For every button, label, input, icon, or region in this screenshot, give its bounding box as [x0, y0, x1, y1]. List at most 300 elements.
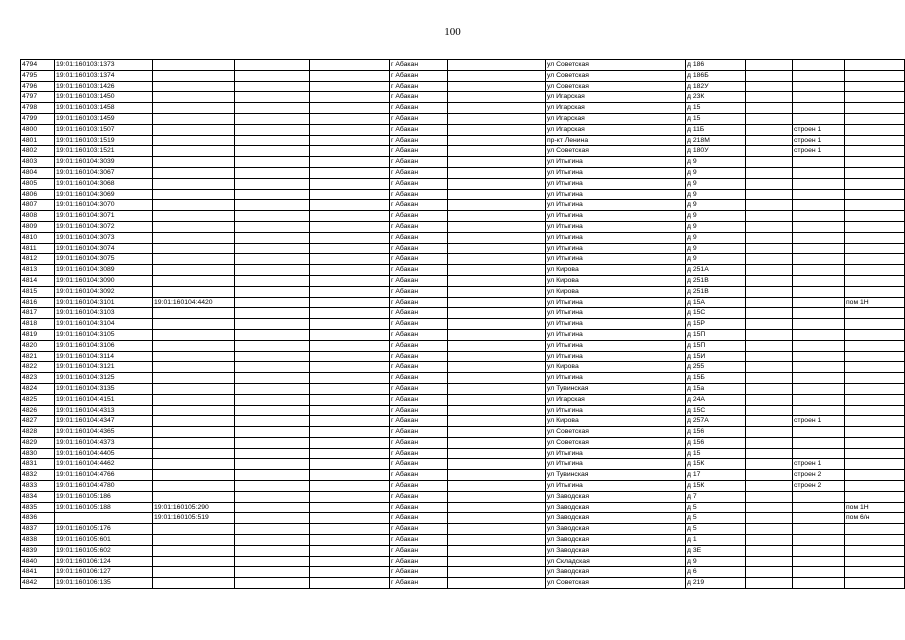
cell-col-4 [235, 286, 310, 297]
cell-col-10 [746, 60, 793, 71]
cell-cadastral-number: 19:01:160104:4373 [55, 437, 153, 448]
cell-col-4 [235, 167, 310, 178]
cell-col-4 [235, 567, 310, 578]
cell-col-7 [448, 470, 546, 481]
cell-building: строен 1 [793, 135, 845, 146]
cell-street: ул Кирова [546, 265, 686, 276]
cell-building [793, 362, 845, 373]
cell-cadastral-number: 19:01:160104:3074 [55, 243, 153, 254]
cell-premises-cadastral-number [153, 167, 235, 178]
cell-street: ул Кирова [546, 275, 686, 286]
cell-row-number: 4825 [21, 394, 55, 405]
cell-row-number: 4806 [21, 189, 55, 200]
cell-col-5 [310, 362, 390, 373]
cell-house-number: д 11Б [686, 124, 746, 135]
table-row [21, 113, 905, 124]
cell-premises-cadastral-number [153, 340, 235, 351]
cell-building [793, 319, 845, 330]
cell-col-5 [310, 427, 390, 438]
cell-building [793, 405, 845, 416]
cell-building [793, 556, 845, 567]
cell-city: г Абакан [390, 189, 448, 200]
cell-premises-cadastral-number [153, 211, 235, 222]
cell-premises [845, 448, 905, 459]
cell-cadastral-number: 19:01:160104:3106 [55, 340, 153, 351]
table-row [21, 232, 905, 243]
cell-col-5 [310, 329, 390, 340]
table-row [21, 427, 905, 438]
cell-row-number: 4837 [21, 524, 55, 535]
cell-city: г Абакан [390, 556, 448, 567]
table-row [21, 286, 905, 297]
cell-row-number: 4810 [21, 232, 55, 243]
cell-city: г Абакан [390, 394, 448, 405]
cell-row-number: 4818 [21, 319, 55, 330]
cell-city: г Абакан [390, 373, 448, 384]
cell-col-5 [310, 146, 390, 157]
cell-col-5 [310, 81, 390, 92]
cell-premises-cadastral-number [153, 103, 235, 114]
cell-col-7 [448, 297, 546, 308]
cell-building [793, 329, 845, 340]
table-row [21, 524, 905, 535]
cell-col-4 [235, 265, 310, 276]
cell-building [793, 545, 845, 556]
cell-col-7 [448, 146, 546, 157]
cell-street: ул Итыгина [546, 167, 686, 178]
cell-premises [845, 135, 905, 146]
cell-house-number: д 24А [686, 394, 746, 405]
cell-row-number: 4804 [21, 167, 55, 178]
table-row [21, 481, 905, 492]
cell-cadastral-number: 19:01:160104:3068 [55, 178, 153, 189]
cell-col-5 [310, 157, 390, 168]
cell-col-10 [746, 286, 793, 297]
cell-col-4 [235, 481, 310, 492]
cell-building [793, 60, 845, 71]
cell-col-4 [235, 470, 310, 481]
cell-premises: пом 1Н [845, 502, 905, 513]
table-row [21, 254, 905, 265]
cell-col-7 [448, 416, 546, 427]
cell-col-10 [746, 427, 793, 438]
cell-city: г Абакан [390, 60, 448, 71]
cell-building [793, 81, 845, 92]
cell-col-5 [310, 373, 390, 384]
cell-house-number: д 15А [686, 297, 746, 308]
cell-premises-cadastral-number [153, 265, 235, 276]
cell-house-number: д 9 [686, 232, 746, 243]
cell-house-number: д 15К [686, 459, 746, 470]
table-row [21, 437, 905, 448]
cell-premises-cadastral-number [153, 319, 235, 330]
cell-col-10 [746, 383, 793, 394]
cell-building [793, 70, 845, 81]
cell-premises: пом 6/н [845, 513, 905, 524]
cell-city: г Абакан [390, 113, 448, 124]
cell-cadastral-number: 19:01:160104:3092 [55, 286, 153, 297]
registry-table [20, 59, 905, 589]
cell-col-4 [235, 502, 310, 513]
cell-col-7 [448, 135, 546, 146]
cell-street: ул Итыгина [546, 221, 686, 232]
table-row [21, 167, 905, 178]
cell-col-5 [310, 459, 390, 470]
cell-premises [845, 437, 905, 448]
cell-premises-cadastral-number [153, 92, 235, 103]
cell-premises [845, 545, 905, 556]
cell-building [793, 275, 845, 286]
cell-col-10 [746, 167, 793, 178]
cell-cadastral-number: 19:01:160103:1374 [55, 70, 153, 81]
cell-col-10 [746, 373, 793, 384]
cell-col-5 [310, 92, 390, 103]
cell-house-number: д 15С [686, 405, 746, 416]
cell-city: г Абакан [390, 416, 448, 427]
cell-street: ул Игарская [546, 124, 686, 135]
cell-building [793, 286, 845, 297]
cell-cadastral-number: 19:01:160103:1450 [55, 92, 153, 103]
cell-col-7 [448, 545, 546, 556]
cell-col-7 [448, 265, 546, 276]
cell-street: ул Итыгина [546, 243, 686, 254]
cell-row-number: 4800 [21, 124, 55, 135]
cell-row-number: 4801 [21, 135, 55, 146]
cell-premises [845, 124, 905, 135]
cell-col-5 [310, 448, 390, 459]
cell-col-5 [310, 340, 390, 351]
cell-row-number: 4824 [21, 383, 55, 394]
cell-street: ул Итыгина [546, 459, 686, 470]
cell-col-5 [310, 319, 390, 330]
cell-premises-cadastral-number [153, 578, 235, 589]
cell-premises-cadastral-number [153, 329, 235, 340]
cell-col-7 [448, 60, 546, 71]
table-row [21, 405, 905, 416]
cell-house-number: д 9 [686, 178, 746, 189]
cell-col-7 [448, 254, 546, 265]
cell-street: ул Заводская [546, 535, 686, 546]
cell-premises-cadastral-number [153, 362, 235, 373]
cell-col-7 [448, 124, 546, 135]
cell-house-number: д 9 [686, 243, 746, 254]
cell-col-5 [310, 275, 390, 286]
cell-premises [845, 200, 905, 211]
cell-premises-cadastral-number [153, 81, 235, 92]
cell-building [793, 394, 845, 405]
cell-col-4 [235, 319, 310, 330]
cell-city: г Абакан [390, 535, 448, 546]
table-row [21, 265, 905, 276]
cell-col-5 [310, 351, 390, 362]
cell-col-4 [235, 545, 310, 556]
cell-cadastral-number: 19:01:160105:188 [55, 502, 153, 513]
cell-cadastral-number: 19:01:160104:4462 [55, 459, 153, 470]
cell-house-number: д 186Б [686, 70, 746, 81]
cell-col-4 [235, 362, 310, 373]
cell-building [793, 373, 845, 384]
cell-premises-cadastral-number [153, 427, 235, 438]
cell-col-7 [448, 92, 546, 103]
cell-house-number: д 255 [686, 362, 746, 373]
cell-premises [845, 340, 905, 351]
cell-city: г Абакан [390, 524, 448, 535]
cell-premises-cadastral-number [153, 232, 235, 243]
cell-row-number: 4828 [21, 427, 55, 438]
cell-col-4 [235, 383, 310, 394]
cell-col-10 [746, 297, 793, 308]
cell-street: ул Тувинская [546, 383, 686, 394]
cell-row-number: 4796 [21, 81, 55, 92]
cell-city: г Абакан [390, 329, 448, 340]
cell-street: ул Игарская [546, 103, 686, 114]
cell-house-number: д 15К [686, 481, 746, 492]
cell-premises-cadastral-number [153, 405, 235, 416]
cell-col-4 [235, 178, 310, 189]
cell-house-number: д 9 [686, 157, 746, 168]
cell-house-number: д 5 [686, 513, 746, 524]
cell-city: г Абакан [390, 437, 448, 448]
cell-col-7 [448, 427, 546, 438]
cell-cadastral-number: 19:01:160103:1426 [55, 81, 153, 92]
cell-col-5 [310, 286, 390, 297]
cell-col-4 [235, 146, 310, 157]
cell-premises-cadastral-number [153, 135, 235, 146]
cell-row-number: 4830 [21, 448, 55, 459]
cell-premises [845, 189, 905, 200]
cell-col-10 [746, 351, 793, 362]
cell-street: ул Заводская [546, 491, 686, 502]
cell-col-4 [235, 60, 310, 71]
cell-street: ул Тувинская [546, 470, 686, 481]
cell-premises [845, 275, 905, 286]
cell-premises-cadastral-number [153, 275, 235, 286]
cell-col-7 [448, 405, 546, 416]
cell-row-number: 4814 [21, 275, 55, 286]
cell-col-7 [448, 200, 546, 211]
cell-col-4 [235, 459, 310, 470]
cell-house-number: д 15П [686, 329, 746, 340]
cell-col-7 [448, 383, 546, 394]
cell-col-4 [235, 416, 310, 427]
cell-col-5 [310, 254, 390, 265]
cell-city: г Абакан [390, 178, 448, 189]
cell-col-10 [746, 81, 793, 92]
cell-city: г Абакан [390, 265, 448, 276]
cell-col-4 [235, 81, 310, 92]
cell-city: г Абакан [390, 513, 448, 524]
cell-col-7 [448, 113, 546, 124]
cell-street: ул Итыгина [546, 329, 686, 340]
cell-premises [845, 491, 905, 502]
cell-col-10 [746, 362, 793, 373]
cell-row-number: 4813 [21, 265, 55, 276]
cell-city: г Абакан [390, 286, 448, 297]
cell-col-10 [746, 481, 793, 492]
cell-cadastral-number: 19:01:160104:4151 [55, 394, 153, 405]
cell-street: ул Советская [546, 70, 686, 81]
cell-row-number: 4839 [21, 545, 55, 556]
cell-cadastral-number: 19:01:160104:3135 [55, 383, 153, 394]
cell-col-10 [746, 221, 793, 232]
cell-building [793, 200, 845, 211]
cell-col-7 [448, 513, 546, 524]
cell-cadastral-number: 19:01:160104:3105 [55, 329, 153, 340]
cell-premises-cadastral-number [153, 189, 235, 200]
cell-city: г Абакан [390, 124, 448, 135]
cell-house-number: д 15 [686, 103, 746, 114]
cell-cadastral-number: 19:01:160104:3039 [55, 157, 153, 168]
cell-premises-cadastral-number [153, 373, 235, 384]
cell-row-number: 4794 [21, 60, 55, 71]
cell-col-7 [448, 232, 546, 243]
cell-col-5 [310, 491, 390, 502]
cell-premises [845, 567, 905, 578]
cell-building: строен 1 [793, 416, 845, 427]
table-row [21, 491, 905, 502]
cell-col-5 [310, 383, 390, 394]
cell-col-4 [235, 340, 310, 351]
cell-street: ул Итыгина [546, 481, 686, 492]
cell-col-10 [746, 146, 793, 157]
cell-col-4 [235, 491, 310, 502]
cell-row-number: 4823 [21, 373, 55, 384]
cell-building [793, 524, 845, 535]
cell-building [793, 157, 845, 168]
cell-house-number: д 15П [686, 340, 746, 351]
cell-house-number: д 1 [686, 535, 746, 546]
cell-premises-cadastral-number: 19:01:160104:4420 [153, 297, 235, 308]
cell-col-5 [310, 265, 390, 276]
table-row [21, 178, 905, 189]
cell-col-10 [746, 70, 793, 81]
cell-col-7 [448, 70, 546, 81]
cell-col-10 [746, 502, 793, 513]
cell-street: ул Итыгина [546, 448, 686, 459]
cell-row-number: 4835 [21, 502, 55, 513]
cell-city: г Абакан [390, 254, 448, 265]
cell-building: строен 1 [793, 124, 845, 135]
cell-building [793, 221, 845, 232]
cell-col-4 [235, 200, 310, 211]
cell-street: ул Итыгина [546, 319, 686, 330]
cell-col-7 [448, 459, 546, 470]
cell-building [793, 567, 845, 578]
cell-col-4 [235, 437, 310, 448]
cell-col-7 [448, 448, 546, 459]
cell-col-4 [235, 135, 310, 146]
cell-row-number: 4802 [21, 146, 55, 157]
cell-street: ул Итыгина [546, 308, 686, 319]
cell-row-number: 4834 [21, 491, 55, 502]
cell-col-10 [746, 265, 793, 276]
cell-col-10 [746, 243, 793, 254]
cell-col-10 [746, 157, 793, 168]
cell-building: строен 2 [793, 481, 845, 492]
cell-street: ул Итыгина [546, 373, 686, 384]
cell-col-5 [310, 167, 390, 178]
cell-col-4 [235, 513, 310, 524]
cell-house-number: д 15 [686, 113, 746, 124]
cell-city: г Абакан [390, 232, 448, 243]
cell-building [793, 92, 845, 103]
cell-building [793, 254, 845, 265]
cell-premises-cadastral-number [153, 146, 235, 157]
cell-col-7 [448, 157, 546, 168]
cell-col-5 [310, 200, 390, 211]
cell-col-5 [310, 70, 390, 81]
cell-cadastral-number: 19:01:160104:3075 [55, 254, 153, 265]
cell-cadastral-number: 19:01:160104:4313 [55, 405, 153, 416]
cell-house-number: д 9 [686, 211, 746, 222]
table-row [21, 297, 905, 308]
cell-premises [845, 60, 905, 71]
cell-house-number: д 156 [686, 427, 746, 438]
cell-cadastral-number: 19:01:160103:1458 [55, 103, 153, 114]
cell-row-number: 4799 [21, 113, 55, 124]
cell-cadastral-number: 19:01:160104:3103 [55, 308, 153, 319]
cell-building [793, 448, 845, 459]
cell-cadastral-number: 19:01:160104:3121 [55, 362, 153, 373]
table-row [21, 329, 905, 340]
cell-col-7 [448, 178, 546, 189]
cell-premises [845, 113, 905, 124]
cell-cadastral-number: 19:01:160104:3067 [55, 167, 153, 178]
cell-city: г Абакан [390, 70, 448, 81]
cell-cadastral-number: 19:01:160104:3073 [55, 232, 153, 243]
cell-row-number: 4812 [21, 254, 55, 265]
cell-house-number: д 15И [686, 351, 746, 362]
cell-premises-cadastral-number [153, 124, 235, 135]
cell-building [793, 513, 845, 524]
cell-premises [845, 524, 905, 535]
cell-premises [845, 178, 905, 189]
table-row [21, 513, 905, 524]
cell-city: г Абакан [390, 103, 448, 114]
cell-city: г Абакан [390, 427, 448, 438]
table-row [21, 135, 905, 146]
table-row [21, 60, 905, 71]
cell-house-number: д 9 [686, 221, 746, 232]
cell-premises-cadastral-number [153, 221, 235, 232]
cell-street: ул Советская [546, 60, 686, 71]
cell-premises-cadastral-number [153, 394, 235, 405]
cell-cadastral-number: 19:01:160104:3090 [55, 275, 153, 286]
cell-city: г Абакан [390, 167, 448, 178]
cell-premises [845, 211, 905, 222]
cell-row-number: 4807 [21, 200, 55, 211]
cell-col-4 [235, 427, 310, 438]
cell-col-10 [746, 254, 793, 265]
table-row [21, 308, 905, 319]
cell-building [793, 340, 845, 351]
cell-premises-cadastral-number [153, 459, 235, 470]
cell-house-number: д 9 [686, 556, 746, 567]
cell-city: г Абакан [390, 481, 448, 492]
cell-premises: пом 1Н [845, 297, 905, 308]
cell-cadastral-number: 19:01:160104:4766 [55, 470, 153, 481]
cell-col-5 [310, 297, 390, 308]
cell-premises [845, 481, 905, 492]
cell-row-number: 4842 [21, 578, 55, 589]
cell-col-10 [746, 189, 793, 200]
cell-premises [845, 362, 905, 373]
cell-col-10 [746, 178, 793, 189]
cell-row-number: 4803 [21, 157, 55, 168]
cell-col-4 [235, 254, 310, 265]
cell-col-7 [448, 308, 546, 319]
cell-premises-cadastral-number [153, 416, 235, 427]
